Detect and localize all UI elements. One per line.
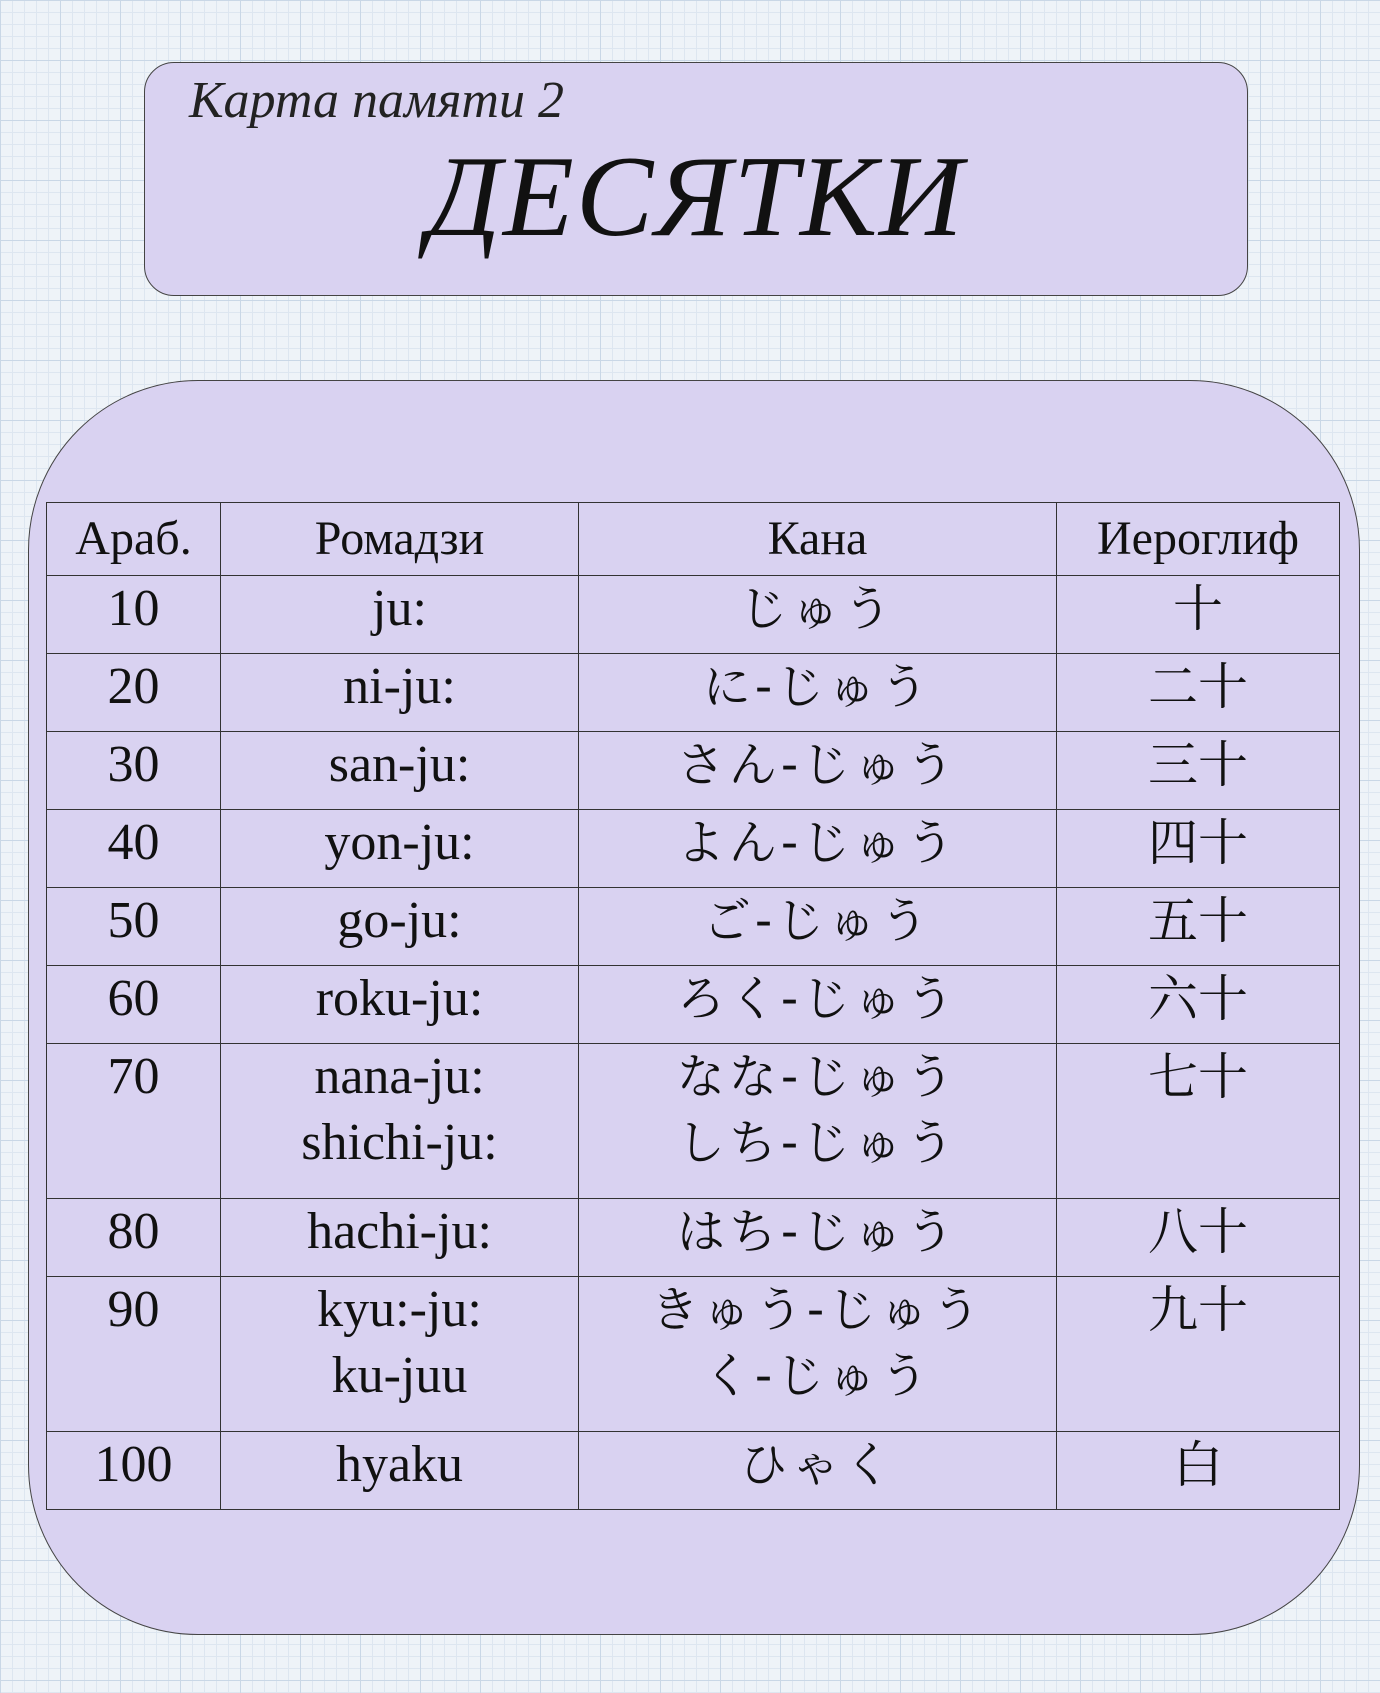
kana-text: きゅう-じゅう <box>650 1282 985 1338</box>
column-header-arabic: Араб. <box>47 503 221 576</box>
arabic-cell: 20 <box>47 654 221 732</box>
romaji-text: yon-ju: <box>324 814 475 871</box>
header-card <box>144 62 1248 296</box>
romaji-text: hyaku <box>335 1436 464 1493</box>
kanji-cell: 四十 <box>1057 810 1340 888</box>
kana-cell <box>579 1044 1057 1199</box>
romaji-cell <box>221 1044 579 1199</box>
kana-text: ひゃく <box>739 1437 896 1493</box>
romaji-cell <box>221 1199 579 1277</box>
romaji-text: kyu:-ju: <box>317 1281 482 1338</box>
column-header-kana: Кана <box>579 503 1057 576</box>
column-header-romaji: Ромадзи <box>221 503 579 576</box>
romaji-text-alt: ku-juu <box>331 1347 468 1404</box>
kana-text: よん-じゅう <box>676 815 959 871</box>
kanji-cell: 六十 <box>1057 966 1340 1044</box>
romaji-cell <box>221 810 579 888</box>
kana-cell <box>579 732 1057 810</box>
arabic-cell: 90 <box>47 1277 221 1432</box>
romaji-cell <box>221 1277 579 1432</box>
arabic-cell: 50 <box>47 888 221 966</box>
kana-cell <box>579 654 1057 732</box>
kanji-cell: 二十 <box>1057 654 1340 732</box>
column-header-kanji: Иероглиф <box>1057 503 1340 576</box>
romaji-text-alt: shichi-ju: <box>301 1114 498 1171</box>
table-row <box>47 1432 1340 1510</box>
arabic-cell: 80 <box>47 1199 221 1277</box>
arabic-cell: 10 <box>47 576 221 654</box>
kana-text: に-じゅう <box>702 659 933 715</box>
kana-cell <box>579 966 1057 1044</box>
arabic-cell: 30 <box>47 732 221 810</box>
romaji-text: nana-ju: <box>314 1048 485 1105</box>
romaji-cell <box>221 966 579 1044</box>
romaji-text: go-ju: <box>337 892 462 949</box>
kana-cell <box>579 576 1057 654</box>
kanji-cell: 七十 <box>1057 1044 1340 1199</box>
romaji-cell <box>221 576 579 654</box>
page-title: ДЕСЯТКИ <box>427 133 965 261</box>
kana-text: はち-じゅう <box>676 1204 959 1260</box>
arabic-cell: 40 <box>47 810 221 888</box>
arabic-cell: 60 <box>47 966 221 1044</box>
kanji-cell: 三十 <box>1057 732 1340 810</box>
kanji-cell: 十 <box>1057 576 1340 654</box>
romaji-text: ni-ju: <box>343 658 456 715</box>
kana-text: ろく-じゅう <box>676 971 959 1027</box>
romaji-cell <box>221 654 579 732</box>
numbers-table-wrapper <box>46 502 1340 1510</box>
table-row <box>47 888 1340 966</box>
arabic-cell: 70 <box>47 1044 221 1199</box>
table-row <box>47 732 1340 810</box>
kana-text-alt: しち-じゅう <box>676 1115 959 1171</box>
kanji-cell: 五十 <box>1057 888 1340 966</box>
kana-text: なな-じゅう <box>676 1049 959 1105</box>
numbers-table <box>46 502 1340 1510</box>
arabic-cell: 100 <box>47 1432 221 1510</box>
table-row <box>47 654 1340 732</box>
romaji-text: san-ju: <box>328 736 471 793</box>
kana-cell <box>579 1277 1057 1432</box>
table-header-row <box>47 503 1340 576</box>
card-subtitle: Карта памяти 2 <box>189 72 564 129</box>
kanji-cell: 八十 <box>1057 1199 1340 1277</box>
kana-cell <box>579 1199 1057 1277</box>
romaji-text: hachi-ju: <box>307 1203 492 1260</box>
romaji-cell <box>221 732 579 810</box>
kana-cell <box>579 810 1057 888</box>
table-row <box>47 1277 1340 1432</box>
table-row <box>47 1044 1340 1199</box>
romaji-cell <box>221 1432 579 1510</box>
romaji-text: ju: <box>372 580 427 637</box>
kana-text: さん-じゅう <box>676 737 959 793</box>
table-row <box>47 1199 1340 1277</box>
kana-cell <box>579 1432 1057 1510</box>
kana-cell <box>579 888 1057 966</box>
kanji-cell: 九十 <box>1057 1277 1340 1432</box>
kana-text: ご-じゅう <box>702 893 933 949</box>
romaji-cell <box>221 888 579 966</box>
table-row <box>47 810 1340 888</box>
table-row <box>47 966 1340 1044</box>
romaji-text: roku-ju: <box>315 970 484 1027</box>
kana-text: じゅう <box>739 581 896 637</box>
kana-text-alt: く-じゅう <box>702 1348 933 1404</box>
kanji-cell: 白 <box>1057 1432 1340 1510</box>
table-row <box>47 576 1340 654</box>
